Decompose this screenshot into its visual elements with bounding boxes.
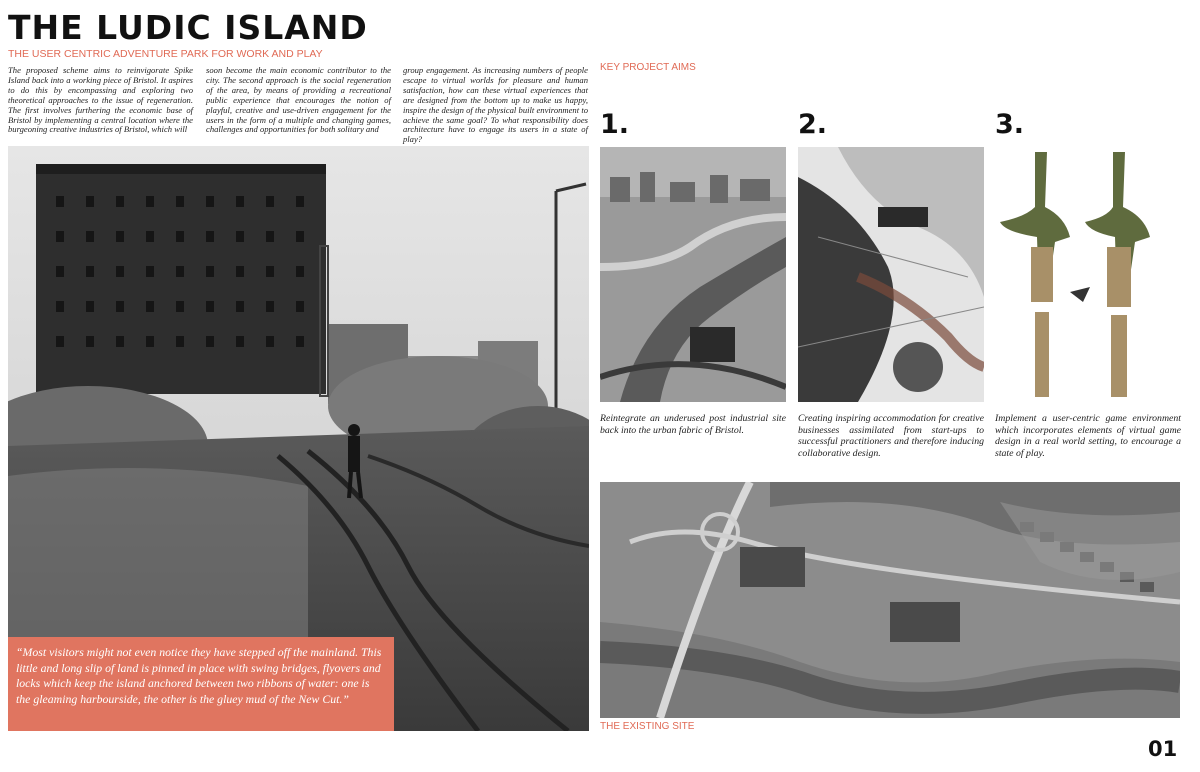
aim-1-city-aerial-photo (600, 147, 786, 402)
aim-1-text: Reintegrate an underused post industrial site back into the urban fabric of Bristol. (600, 413, 786, 436)
intro-column-3: group engagement. As increasing numbers of people escape to virtual worlds for pleasure and human satisfaction, how can these virtual experiences that are designed from the bottom up to make us happy, inspire the design of the physical built environment to achieve the same goal? To what responsibility does architecture have to engage its users in a state of play? (403, 65, 588, 145)
page-title: THE LUDIC ISLAND (8, 8, 368, 47)
page-number: 01 (1148, 737, 1178, 761)
quote-text: “Most visitors might not even notice they have stepped off the mainland. This little and long slip of land is pinned in place with swing bridges, flyovers and locks which keep the island anchored between two ribbons of water: one is the gleaming harbourside, the other is the gluey mud of the New Cut.” (16, 645, 382, 706)
aim-2-number: 2. (798, 109, 828, 140)
existing-site-aerial-photo (600, 482, 1180, 718)
aim-3-game-artwork (995, 147, 1181, 402)
page-subtitle: THE USER CENTRIC ADVENTURE PARK FOR WORK AND PLAY (8, 48, 323, 60)
aim-3-text: Implement a user-centric game environment which incorporates elements of virtual game design in a real world setting, to encourage a state of play. (995, 413, 1181, 459)
aim-2-collage-drawing (798, 147, 984, 402)
quote-box (8, 637, 394, 731)
aim-2-text: Creating inspiring accommodation for creative businesses assimilated from start-ups to successful practitioners and therefore inducing collaborative design. (798, 413, 984, 459)
existing-site-label: THE EXISTING SITE (600, 721, 695, 732)
intro-column-2: soon become the main economic contributor to the city. The second approach is the social regeneration of the area, by means of providing a recreational public experience that encourages the notion of playful, creative and use-driven engagement for the users in the form of a multiple and changing games, challenges and opportunities for both solitary and (206, 65, 391, 135)
aim-1-number: 1. (600, 109, 630, 140)
intro-column-1: The proposed scheme aims to reinvigorate Spike Island back into a working piece of Bristol. It aspires to do this by encompassing and exploring two theoretical approaches to the issue of regeneration. The first involves furthering the economic base of Bristol by implementing a central location where the burgeoning creative industries of Bristol, which will (8, 65, 193, 135)
aim-3-number: 3. (995, 109, 1025, 140)
aims-heading: KEY PROJECT AIMS (600, 62, 696, 73)
